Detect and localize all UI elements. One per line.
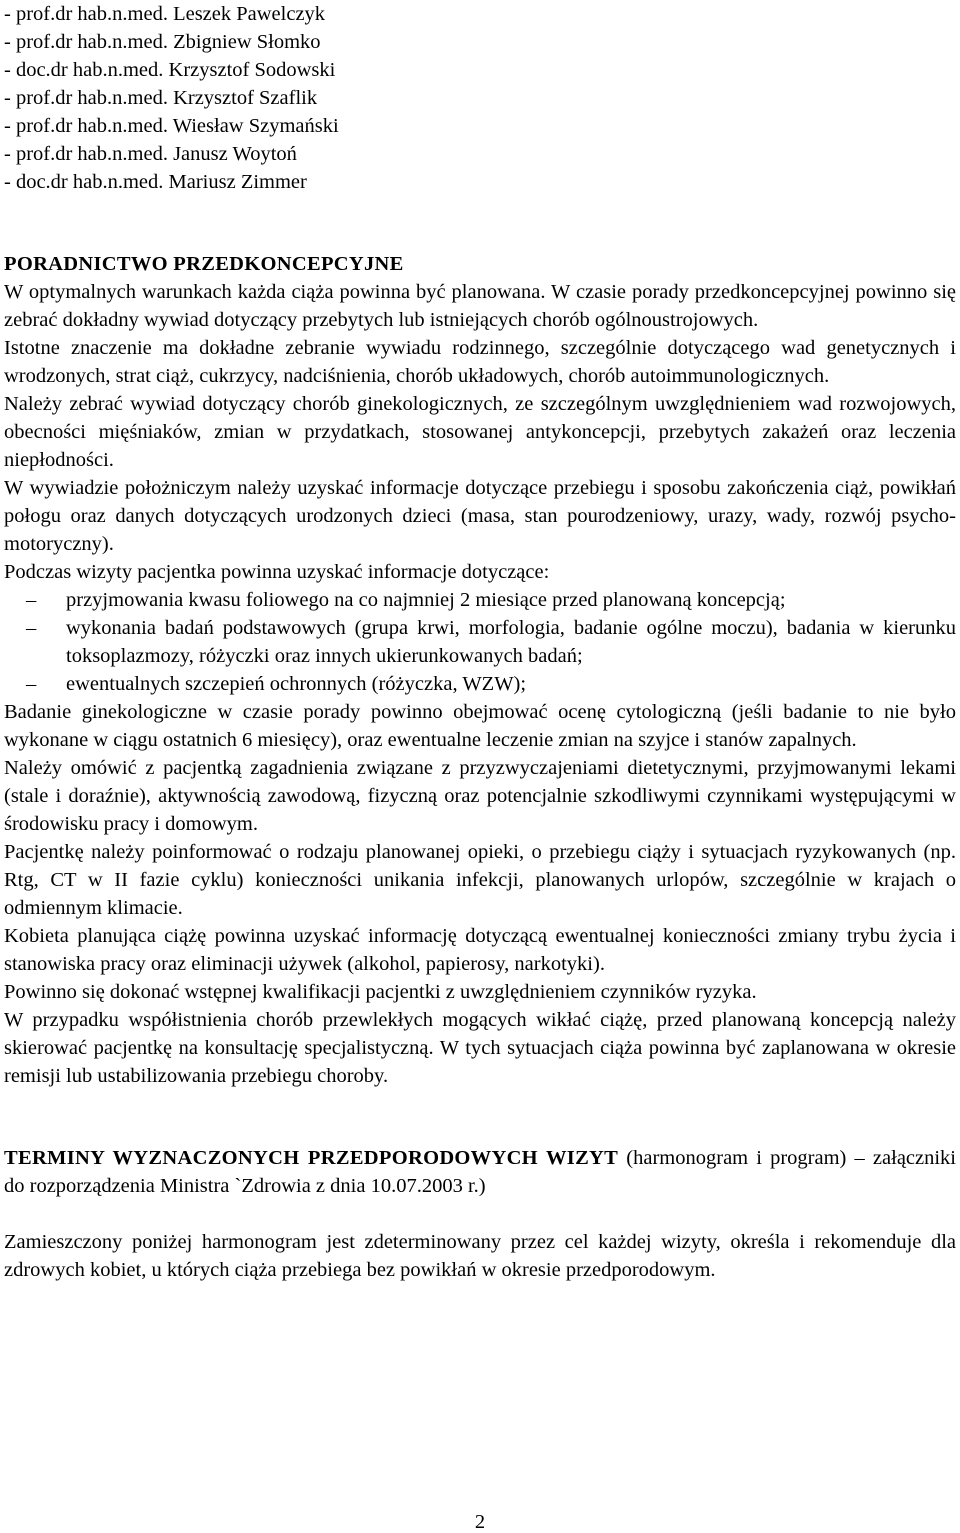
page-number: 2 [474,1511,486,1533]
author-line: - prof.dr hab.n.med. Wiesław Szymański [4,115,339,137]
paragraph: Powinno się dokonać wstępnej kwalifikacji pacjentki z uwzględnieniem czynników ryzyka. [4,981,757,1003]
paragraph: Należy omówić z pacjentką zagadnienia związane z przyzwyczajeniami dietetycznymi, przyjmowanymi lekami (stale i doraźnie), aktywnością zawodową, fizyczną oraz potencjalnie szkodliwymi czynnikami występującymi w środowisku pracy i domowym. [4,757,956,835]
author-list [4,0,904,196]
section-heading-rest: (harmonogram i program) – załączniki do rozporządzenia Ministra `Zdrowia z dnia 10.07.2003 r.) [4,1147,957,1197]
list-item-text: ewentualnych szczepień ochronnych (różyczka, WZW); [66,673,527,695]
section-title [4,1144,956,1200]
list-item [4,586,956,614]
paragraph: Kobieta planująca ciążę powinna uzyskać informację dotyczącą ewentualnej konieczności zmiany trybu życia i stanowiska pracy oraz eliminacji używek (alkohol, papierosy, narkotyki). [4,925,956,975]
author-line: - doc.dr hab.n.med. Mariusz Zimmer [4,171,307,193]
author-line: - prof.dr hab.n.med. Leszek Pawelczyk [4,3,326,25]
spacer [4,1200,956,1228]
author-line: - prof.dr hab.n.med. Janusz Woytoń [4,143,297,165]
list-item-text: wykonania badań podstawowych (grupa krwi, morfologia, badanie ogólne moczu), badania w kierunku toksoplazmozy, różyczki oraz innych ukierunkowanych badań; [66,617,956,667]
document-body [4,250,956,1284]
paragraph: Pacjentkę należy poinformować o rodzaju planowanej opieki, o przebiegu ciąży i sytuacjach ryzykowanych (np. Rtg, CT w II fazie cyklu) konieczności unikania infekcji, planowanych urlopów, szczególnie w krajach o odmiennym klimacie. [4,841,956,919]
dash-bullet: – [26,673,37,695]
paragraph: Istotne znaczenie ma dokładne zebranie wywiadu rodzinnego, szczególnie dotyczącego wad genetycznych i wrodzonych, strat ciąż, cukrzycy, nadciśnienia, chorób układowych, chorób autoimmunologicznych. [4,337,956,387]
dash-bullet: – [26,617,37,639]
paragraph: W przypadku współistnienia chorób przewlekłych mogących wikłać ciążę, przed planowaną koncepcją należy skierować pacjentkę na konsultację specjalistyczną. W tych sytuacjach ciąża powinna być zaplanowana w okresie remisji lub ustabilizowania przebiegu choroby. [4,1009,956,1087]
paragraph: W wywiadzie położniczym należy uzyskać informacje dotyczące przebiegu i sposobu zakończenia ciąż, powikłań połogu oraz danych dotyczących urodzonych dzieci (masa, stan pourodzeniowy, urazy, wady, rozwój psycho-motoryczny). [4,477,956,555]
author-line: - prof.dr hab.n.med. Zbigniew Słomko [4,31,321,53]
paragraph: Zamieszczony poniżej harmonogram jest zdeterminowany przez cel każdej wizyty, określa i rekomenduje dla zdrowych kobiet, u których ciąża przebiega bez powikłań w okresie przedporodowym. [4,1231,956,1281]
list-item [4,670,956,698]
bullet-list [4,586,956,698]
author-line: - doc.dr hab.n.med. Krzysztof Sodowski [4,59,336,81]
author-line: - prof.dr hab.n.med. Krzysztof Szaflik [4,87,318,109]
paragraph: Badanie ginekologiczne w czasie porady powinno obejmować ocenę cytologiczną (jeśli badanie to nie było wykonane w ciągu ostatnich 6 miesięcy), oraz ewentualne leczenie zmian na szyjce i stanów zapalnych. [4,701,956,751]
dash-bullet: – [26,589,37,611]
paragraph: Należy zebrać wywiad dotyczący chorób ginekologicznych, ze szczególnym uwzględnieniem wad rozwojowych, obecności mięśniaków, zmian w przydatkach, stosowanej antykoncepcji, przebytych zakażeń oraz leczenia niepłodności. [4,393,956,471]
paragraph: Podczas wizyty pacjentka powinna uzyskać informacje dotyczące: [4,561,550,583]
section-heading: TERMINY WYZNACZONYCH PRZEDPORODOWYCH WIZYT [4,1147,619,1169]
spacer [4,1090,956,1144]
paragraph: W optymalnych warunkach każda ciąża powinna być planowana. W czasie porady przedkoncepcyjnej powinno się zebrać dokładny wywiad dotyczący przebytych lub istniejących chorób ogólnoustrojowych. [4,281,956,331]
section-heading: PORADNICTWO PRZEDKONCEPCYJNE [4,253,404,275]
list-item [4,614,956,670]
list-item-text: przyjmowania kwasu foliowego na co najmniej 2 miesiące przed planowaną koncepcją; [66,589,786,611]
